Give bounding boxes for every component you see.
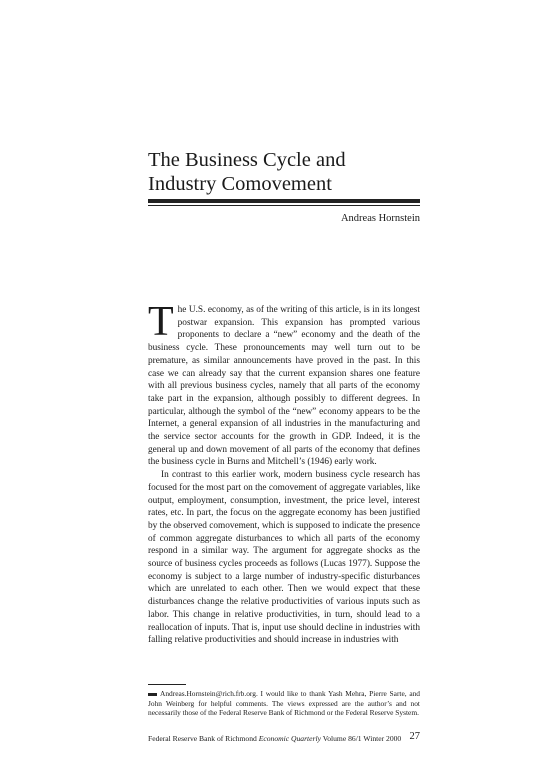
paragraph-1-text: he U.S. economy, as of the writing of this article, is in its longest postwar expansion. This expansion has prompted various proponents to declare a “new” economy and the death of the business cycle. These pronouncements may well turn out to be premature, as similar announcements have proved in the past. In this case we can already say that the current expansion shares one feature with all previous business cycles, namely that all parts of the economy take part in the expansion, although possibly to different degrees. In particular, although the symbol of the “new” economy appears to be the Internet, a general expansion of all industries in the manufacturing and the service sector accounts for the growth in GDP. Indeed, it is the general up and down movement of all parts of the economy that defines the business cycle in Burns and Mitchell’s (1946) early work.: [148, 305, 420, 468]
page-footer: [148, 734, 420, 743]
title-rule-thick: [148, 199, 420, 203]
article-title: [148, 148, 448, 196]
footnote-rule: [148, 684, 186, 685]
footer-issue: Volume 86/1 Winter 2000: [322, 734, 402, 743]
author-name: Andreas Hornstein: [340, 213, 420, 224]
paragraph-1: [148, 299, 420, 469]
title-line-1: The Business Cycle and: [148, 149, 346, 171]
footnote-marker: [148, 693, 157, 697]
paragraph-2: In contrast to this earlier work, modern business cycle research has focused for the most part on the comovement of aggregate variables, like output, employment, consumption, investment, the price level, interest rates, etc. In part, the focus on the aggregate economy has been justified by the observed comovement, which is supposed to indicate the presence of common aggregate disturbances to which all parts of the economy respond in a similar way. The argument for aggregate shocks as the source of business cycles proceeds as follows (Lucas 1977). Suppose the economy is subject to a large number of industry-specific disturbances which are unrelated to each other. Then we would expect that these disturbances change the relative productivities of various inputs such as labor. This change in relative productivities, in turn, should lead to a reallocation of inputs. That is, input use should decline in industries with falling relative productivities and should increase in industries with: [148, 470, 420, 646]
footer-journal: Economic Quarterly: [258, 734, 321, 743]
footnote-text: Andreas.Hornstein@rich.frb.org. I would like to thank Yash Mehra, Pierre Sarte, and John Weinberg for helpful comments. The views expressed are the author’s and not necessarily those of the Federal Reserve Bank of Richmond or the Federal Reserve System.: [148, 689, 420, 718]
footnote: [148, 689, 420, 718]
title-rule-thin: [148, 205, 420, 206]
footer-publisher: Federal Reserve Bank of Richmond: [148, 734, 257, 743]
page-number: 27: [409, 731, 420, 742]
drop-cap: T: [148, 299, 174, 345]
title-line-2: Industry Comovement: [148, 173, 332, 195]
article-body: [148, 299, 420, 647]
